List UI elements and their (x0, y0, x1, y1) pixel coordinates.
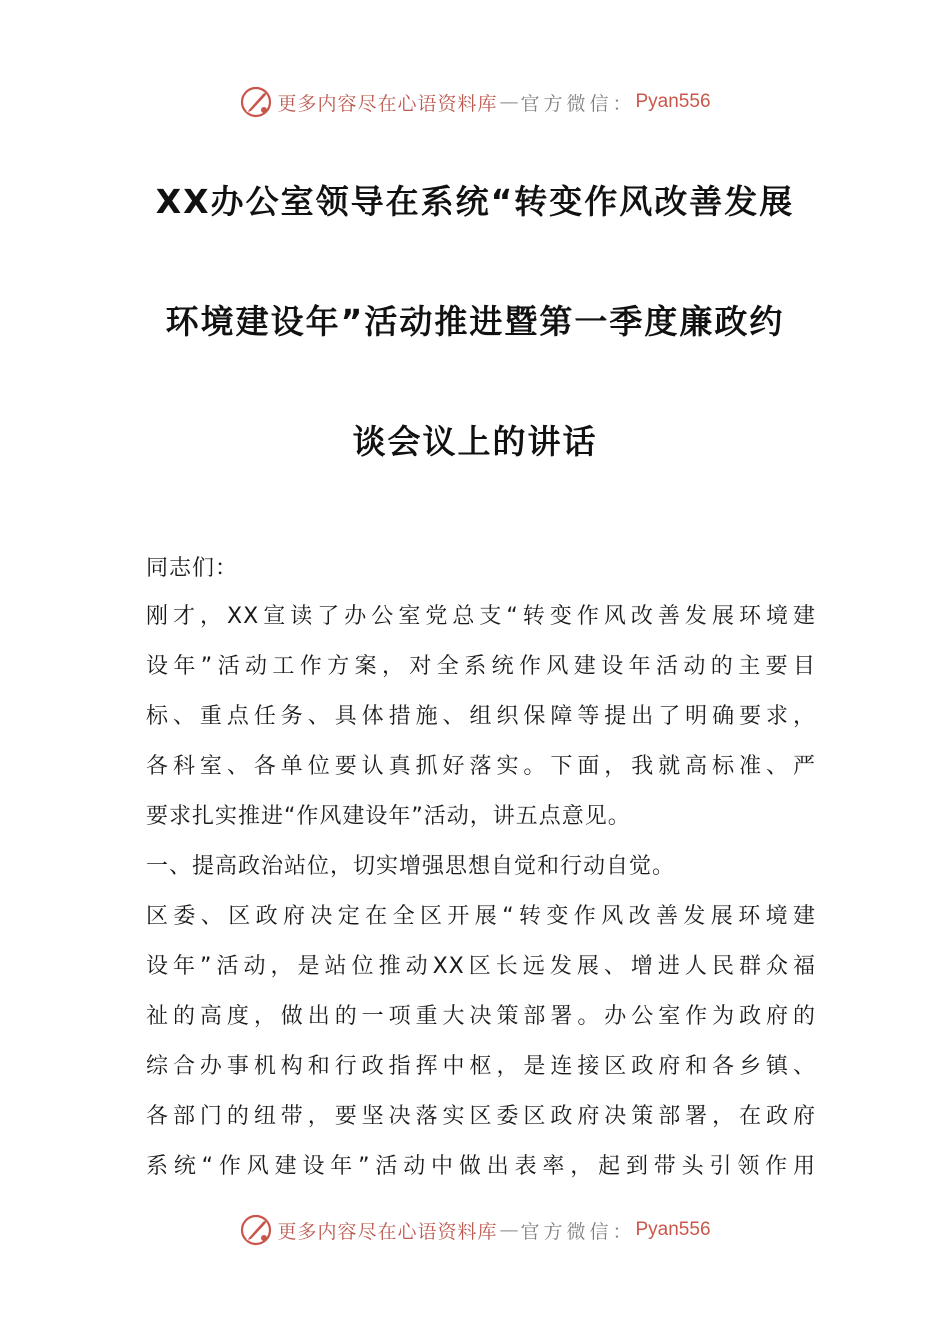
body-line: 区委、区政府决定在全区开展“转变作风改善发展环境建 (146, 904, 816, 929)
section-heading-1: 一、提高政治站位，切实增强思想自觉和行动自觉。 (146, 854, 676, 879)
watermark-footer (0, 1210, 950, 1250)
watermark-dash: — (499, 91, 519, 113)
body-line: 标、重点任务、具体措施、组织保障等提出了明确要求， (146, 704, 816, 729)
body-line: 综合办事机构和行政指挥中枢，是连接区政府和各乡镇、 (146, 1054, 816, 1079)
salutation: 同志们： (146, 556, 239, 581)
watermark-brand: 更多内容尽在心语资料库 (277, 92, 498, 115)
body-line: 祉的高度，做出的一项重大决策部署。办公室作为政府的 (146, 1004, 816, 1029)
body-line: 各科室、各单位要认真抓好落实。下面，我就高标准、严 (146, 754, 816, 779)
watermark-wechat-id: Pyan556 (635, 91, 711, 112)
document-title-line-1: XX办公室领导在系统“转变作风改善发展 (155, 182, 795, 221)
document-title-line-2: 环境建设年”活动推进暨第一季度廉政约 (165, 302, 785, 341)
body-line: 各部门的纽带，要坚决落实区委区政府决策部署，在政府 (146, 1104, 816, 1129)
watermark-header (0, 82, 950, 122)
quill-logo-icon (239, 85, 273, 119)
watermark-brand: 更多内容尽在心语资料库 (277, 1220, 498, 1243)
body-line: 要求扎实推进“作风建设年”活动，讲五点意见。 (146, 804, 631, 829)
watermark-official-label: 官方微信： (520, 92, 636, 115)
quill-logo-icon (239, 1213, 273, 1247)
document-title-line-3: 谈会议上的讲话 (352, 422, 598, 461)
body-line: 设年”活动，是站位推动XX区长远发展、增进人民群众福 (146, 954, 816, 979)
body-line: 系统“作风建设年”活动中做出表率，起到带头引领作用 (146, 1154, 816, 1179)
watermark-official-label: 官方微信： (520, 1220, 636, 1243)
watermark-dash: — (499, 1219, 519, 1241)
body-line: 设年”活动工作方案，对全系统作风建设年活动的主要目 (146, 654, 816, 679)
body-line: 刚才，XX宣读了办公室党总支“转变作风改善发展环境建 (146, 604, 816, 629)
watermark-wechat-id: Pyan556 (635, 1219, 711, 1240)
